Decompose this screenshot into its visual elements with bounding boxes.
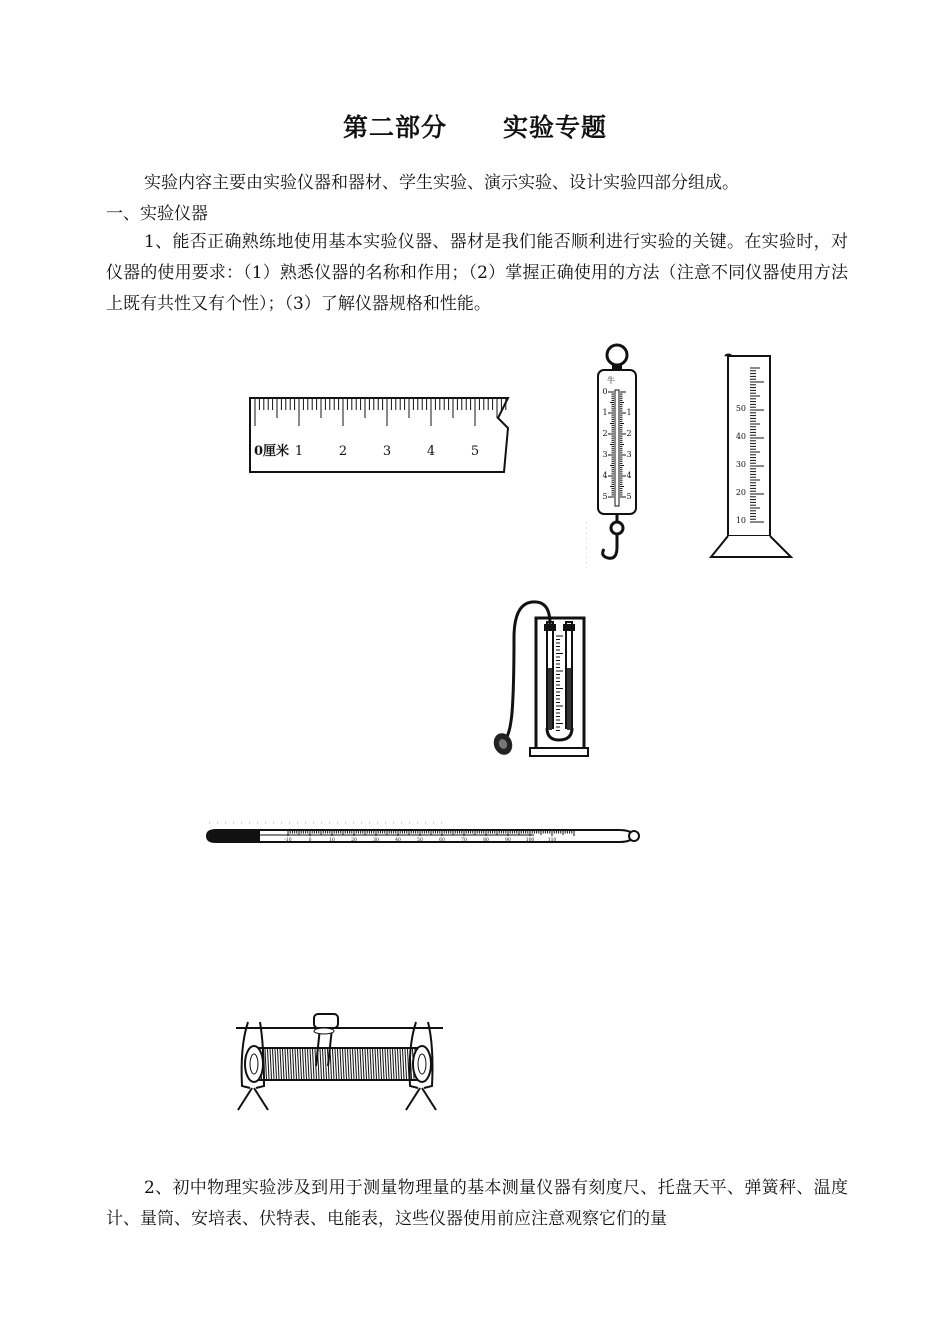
item1-paragraph: 1、能否正确熟练地使用基本实验仪器、器材是我们能否顺利进行实验的关键。在实验时，对仪器的使用要求：（1）熟悉仪器的名称和作用；（2）掌握正确使用的方法（注意不同仪器使用方法上既有共性又有个性）；（3）了解仪器规格和性能。 xyxy=(106,232,848,314)
spring-scale-number: 2 xyxy=(602,429,608,438)
thermometer-number: 0 xyxy=(308,838,312,843)
ruler-number: 1 xyxy=(294,444,304,459)
thermometer-number: 20 xyxy=(351,838,357,843)
intro-paragraph: 实验内容主要由实验仪器和器材、学生实验、演示实验、设计实验四部分组成。 xyxy=(144,173,739,193)
item2-paragraph: 2、初中物理实验涉及到用于测量物理量的基本测量仪器有刻度尺、托盘天平、弹簧秤、温度计、量筒、安培表、伏特表、电能表，这些仪器使用前应注意观察它们的量 xyxy=(106,1178,848,1229)
thermometer-number: 90 xyxy=(505,838,511,843)
ruler-figure xyxy=(246,392,518,476)
thermometer-figure xyxy=(204,820,644,852)
ruler-number: 4 xyxy=(426,444,436,459)
ruler-unit-label: 0厘米 xyxy=(254,444,290,459)
cylinder-number: 30 xyxy=(735,460,746,469)
cylinder-number: 20 xyxy=(735,488,746,497)
ruler-number: 5 xyxy=(470,444,480,459)
spring-scale-number: 2 xyxy=(626,429,632,438)
spring-scale-figure xyxy=(586,342,650,568)
graduated-cylinder-figure xyxy=(708,352,794,566)
spring-scale-number: 1 xyxy=(602,408,608,417)
section-heading: 一、实验仪器 xyxy=(106,204,208,224)
title-part: 第二部分 xyxy=(342,113,447,142)
thermometer-number: 80 xyxy=(483,838,489,843)
ruler-number: 3 xyxy=(382,444,392,459)
thermometer-number: 40 xyxy=(395,838,401,843)
thermometer-number: 110 xyxy=(547,838,557,843)
cylinder-number: 40 xyxy=(735,432,746,441)
thermometer-number: 60 xyxy=(439,838,445,843)
cylinder-number: 50 xyxy=(735,404,746,413)
spring-scale-unit-mark: 牛 xyxy=(607,376,615,385)
spring-scale-number: 5 xyxy=(626,492,632,501)
thermometer-number: 100 xyxy=(525,838,535,843)
thermometer-number: 10 xyxy=(329,838,335,843)
thermometer-number: 30 xyxy=(373,838,379,843)
cylinder-number: 10 xyxy=(735,516,746,525)
ruler-number: 2 xyxy=(338,444,348,459)
thermometer-number: -10 xyxy=(284,838,292,843)
page-title xyxy=(0,108,950,144)
spring-scale-number: 4 xyxy=(602,471,608,480)
spring-scale-number: 3 xyxy=(626,450,632,459)
sliding-rheostat-figure xyxy=(232,1006,446,1114)
title-topic: 实验专题 xyxy=(503,113,608,142)
spring-scale-number: 1 xyxy=(626,408,632,417)
spring-scale-number: 5 xyxy=(602,492,608,501)
spring-scale-number: 0 xyxy=(602,387,608,396)
u-tube-manometer-figure xyxy=(492,598,594,762)
thermometer-number: 70 xyxy=(461,838,467,843)
thermometer-number: 50 xyxy=(417,838,423,843)
spring-scale-number: 4 xyxy=(626,471,632,480)
spring-scale-number: 3 xyxy=(602,450,608,459)
